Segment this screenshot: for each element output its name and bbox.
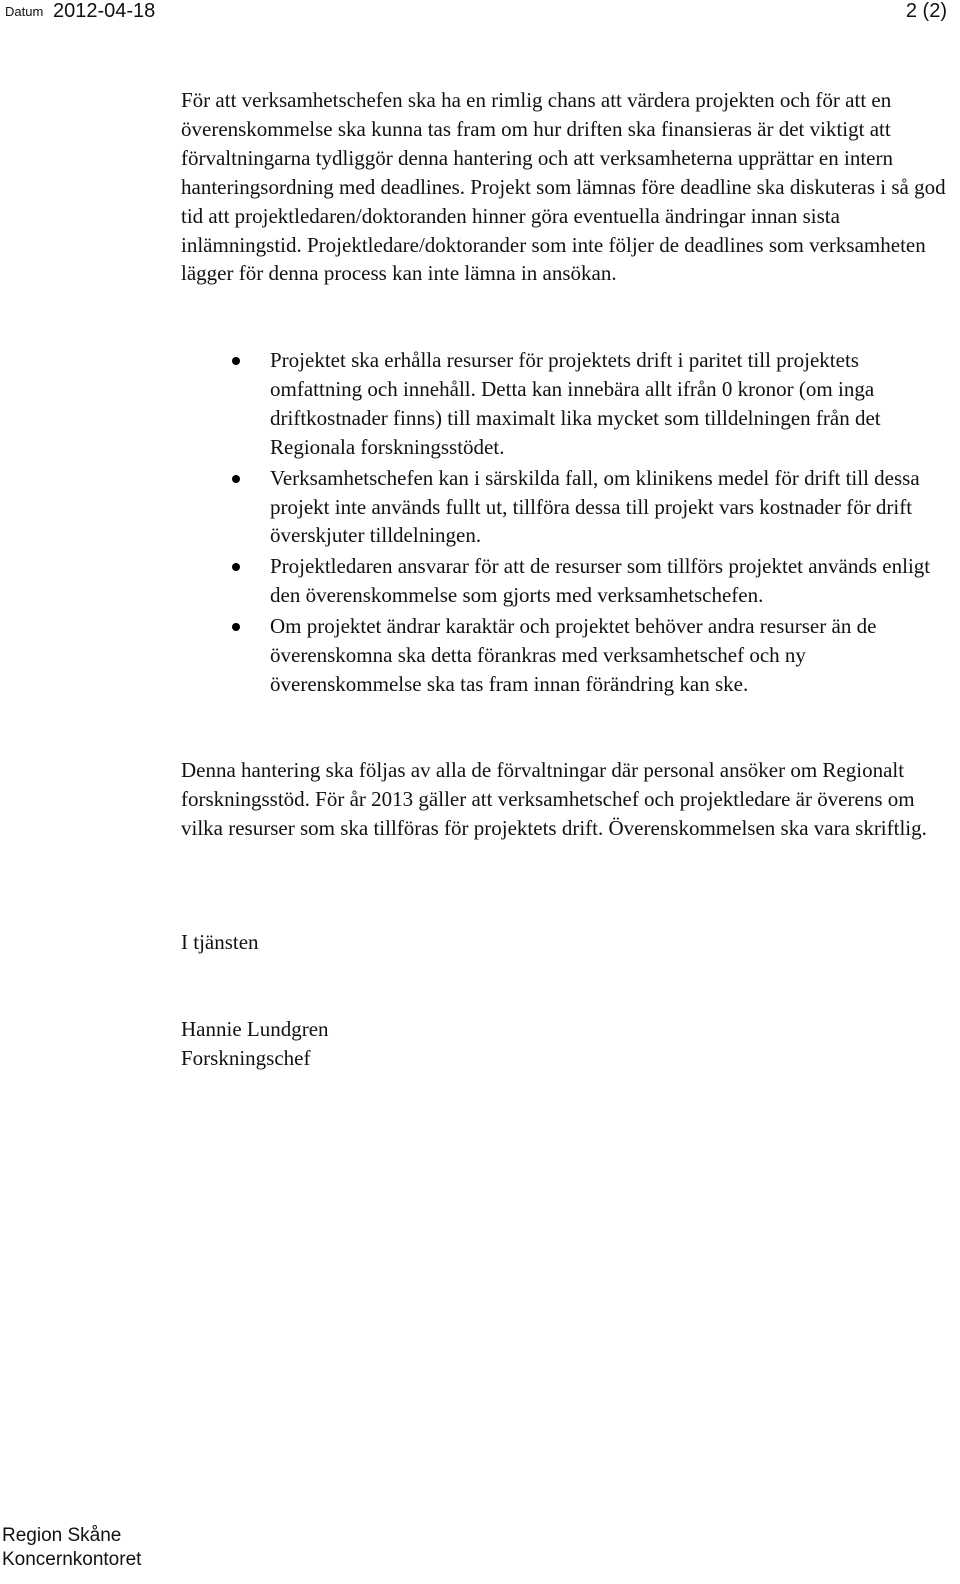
bullet-icon [232, 475, 240, 483]
date-label: Datum [5, 4, 44, 19]
list-item [181, 552, 956, 610]
list-item-text: Projektet ska erhålla resurser för projektets drift i paritet till projektets omfattning och innehåll. Detta kan innebära allt ifrån 0 kronor (om inga driftkostnader finns) till maximalt lika mycket som tilldelningen från det Regionala forskningsstödet. [270, 348, 881, 459]
paragraph-deadlines: För att verksamhetschefen ska ha en rimlig chans att värdera projekten och för att en överenskommelse ska kunna tas fram om hur driften ska finansieras är det viktigt att förvaltningarna tydliggör denna hantering och att verksamheterna upprättar en intern hanteringsordning med deadlines. Projekt som lämnas före deadline ska diskuteras i så god tid att projektledaren/doktoranden hinner göra eventuella ändringar innan sista inlämningstid. Projektledare/doktorander som inte följer de deadlines som verksamheten lägger för denna process kan inte lämna in ansökan. [181, 88, 946, 286]
list-item [181, 346, 956, 462]
page-header [0, 0, 960, 30]
footer-department: Koncernkontoret [2, 1549, 142, 1570]
list-item [181, 612, 956, 699]
list-item-text: Om projektet ändrar karaktär och projektet behöver andra resurser än de överenskomna ska detta förankras med verksamhetschef och ny överenskommelse ska tas fram innan förändring kan ske. [270, 614, 877, 696]
bullet-icon [232, 623, 240, 631]
list-item-text: Verksamhetschefen kan i särskilda fall, om klinikens medel för drift till dessa projekt inte används fullt ut, tillföra dessa till projekt vars kostnader för drift överskjuter tilldelningen. [270, 465, 920, 548]
signer-name: Hannie Lundgren [181, 1017, 329, 1041]
list-item [181, 464, 956, 551]
bullet-icon [232, 563, 240, 571]
document-date: 2012-04-18 [53, 0, 156, 22]
list-item-text: Projektledaren ansvarar för att de resurser som tillförs projektet används enligt den överenskommelse som gjorts med verksamhetschefen. [270, 554, 931, 608]
signer-title: Forskningschef [181, 1046, 311, 1070]
closing-phrase: I tjänsten [181, 930, 259, 954]
bullet-list [181, 346, 956, 701]
bullet-icon [232, 357, 240, 365]
footer-organization: Region Skåne [2, 1525, 122, 1546]
page-number: 2 (2) [905, 0, 947, 22]
paragraph-handling: Denna hantering ska följas av alla de förvaltningar där personal ansöker om Regionalt forskningsstöd. För år 2013 gäller att verksamhetschef och projektledare är överens om vilka resurser som ska tillföras för projektets drift. Överenskommelsen ska vara skriftlig. [181, 758, 927, 840]
